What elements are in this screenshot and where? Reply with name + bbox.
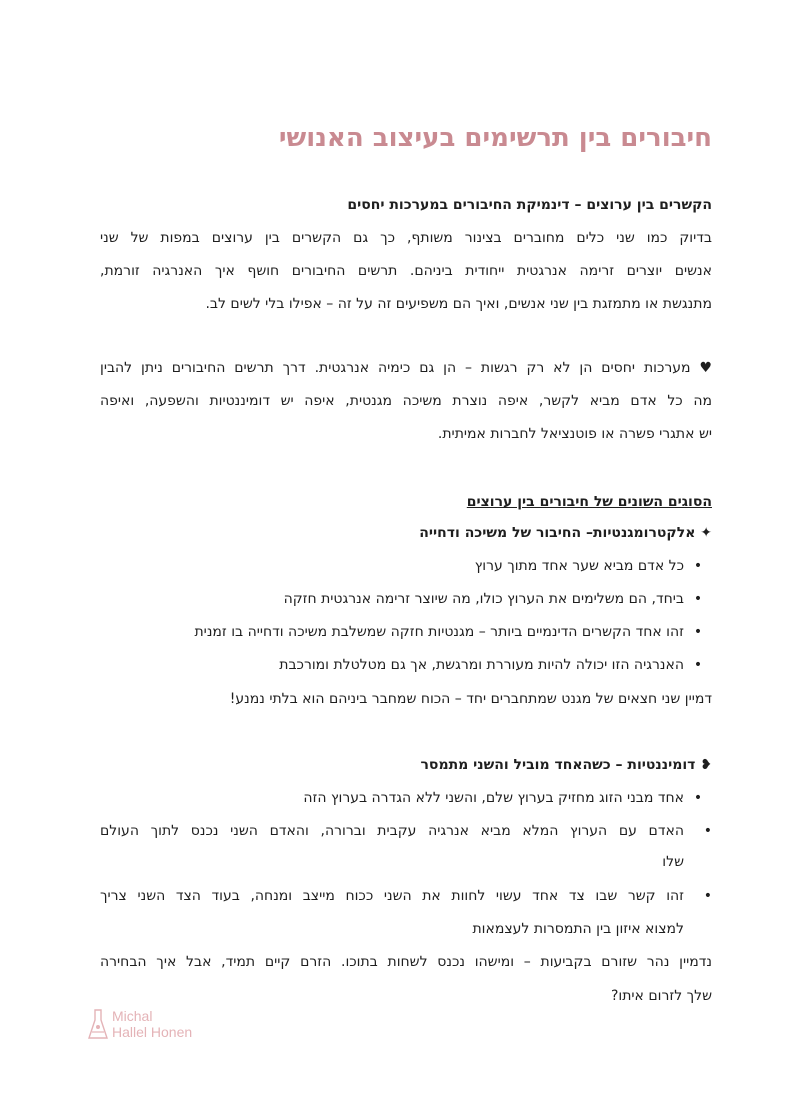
bullet-icon: •: [693, 790, 703, 806]
list-item-continuation: שלו: [662, 854, 684, 870]
list-item: •ביחד, הם משלימים את הערוץ כולו, מה שיוצר זרימה אנרגטית חזקה: [100, 583, 712, 616]
logo-line-2: Hallel Honen: [112, 1024, 193, 1040]
flask-logo-icon: [88, 1008, 108, 1042]
brand-logo: [88, 1006, 228, 1046]
paragraph-line: בדיוק כמו שני כלים מחוברים בצינור משותף, כך גם הקשרים בין ערוצים במפות של שני: [100, 230, 712, 246]
types-heading: הסוגים השונים של חיבורים בין ערוצים: [466, 494, 712, 510]
list-item: •כל אדם מביא שער אחד מתוך ערוץ: [100, 550, 712, 583]
list-item-continuation: למצוא איזון בין התמסרות לעצמאות: [472, 921, 684, 937]
bullet-icon: •: [693, 624, 703, 640]
bullet-icon: •: [693, 558, 703, 574]
paragraph-line: מה כל אדם מביא לקשר, איפה נוצרת משיכה מגנטית, איפה יש דומיננטיות והשפעה, ואיפה: [100, 393, 712, 409]
dominance-closing: נדמיין נהר שזורם בקביעות – ומישהו נכנס לשחות בתוכו. הזרם קיים תמיד, אבל איך הבחירה: [100, 954, 712, 970]
paragraph-line: אנשים יוצרים זרימה אנרגטית ייחודית ביניהם. תרשים החיבורים חושף איך האנרגיה זורמת,: [100, 263, 712, 279]
paragraph-line: יש אתגרי פשרה או פוטנציאל לחברות אמיתית.: [437, 426, 712, 442]
dominance-heading: ❥ דומיננטיות – כשהאחד מוביל והשני מתמסר: [420, 757, 712, 773]
dominance-closing: שלך לזרום איתו?: [610, 988, 712, 1004]
list-item: •אחד מבני הזוג מחזיק בערוץ שלם, והשני ללא הגדרה בערוץ הזה: [100, 782, 712, 815]
bullet-icon: •: [703, 823, 712, 839]
electromagnetic-heading: ✦ אלקטרומגנטיות– החיבור של משיכה ודחייה: [419, 525, 712, 541]
bullet-icon: •: [693, 591, 703, 607]
page-title: חיבורים בין תרשימים בעיצוב האנושי: [278, 123, 712, 153]
section-heading-connections: הקשרים בין ערוצים – דינמיקת החיבורים במערכות יחסים: [347, 197, 712, 213]
bullet-icon: •: [693, 657, 703, 673]
bullet-icon: •: [703, 888, 712, 904]
list-item: •האדם עם הערוץ המלא מביא אנרגיה עקבית וברורה, והאדם השני נכנס לתוך העולם: [100, 815, 712, 848]
electromagnetic-closing: דמיין שני חצאים של מגנט שמתחברים יחד – הכוח שמחבר ביניהם הוא בלתי נמנע!: [229, 691, 712, 707]
paragraph-line: מתנגשת או מתמזגת בין שני אנשים, ואיך הם משפיעים זה על זה – אפילו בלי לשים לב.: [205, 296, 712, 312]
logo-line-1: Michal: [112, 1008, 153, 1024]
paragraph-line: ♥ מערכות יחסים הן לא רק רגשות – הן גם כימיה אנרגטית. דרך תרשים החיבורים ניתן להבין: [100, 360, 712, 376]
list-item: •האנרגיה הזו יכולה להיות מעוררת ומרגשת, אך גם מטלטלת ומורכבת: [100, 649, 712, 682]
list-item: •זהו קשר שבו צד אחד עשוי לחוות את השני ככוח מייצב ומנחה, בעוד הצד השני צריך: [100, 880, 712, 913]
list-item: •זהו אחד הקשרים הדינמיים ביותר – מגנטיות חזקה שמשלבת משיכה ודחייה בו זמנית: [100, 616, 712, 649]
